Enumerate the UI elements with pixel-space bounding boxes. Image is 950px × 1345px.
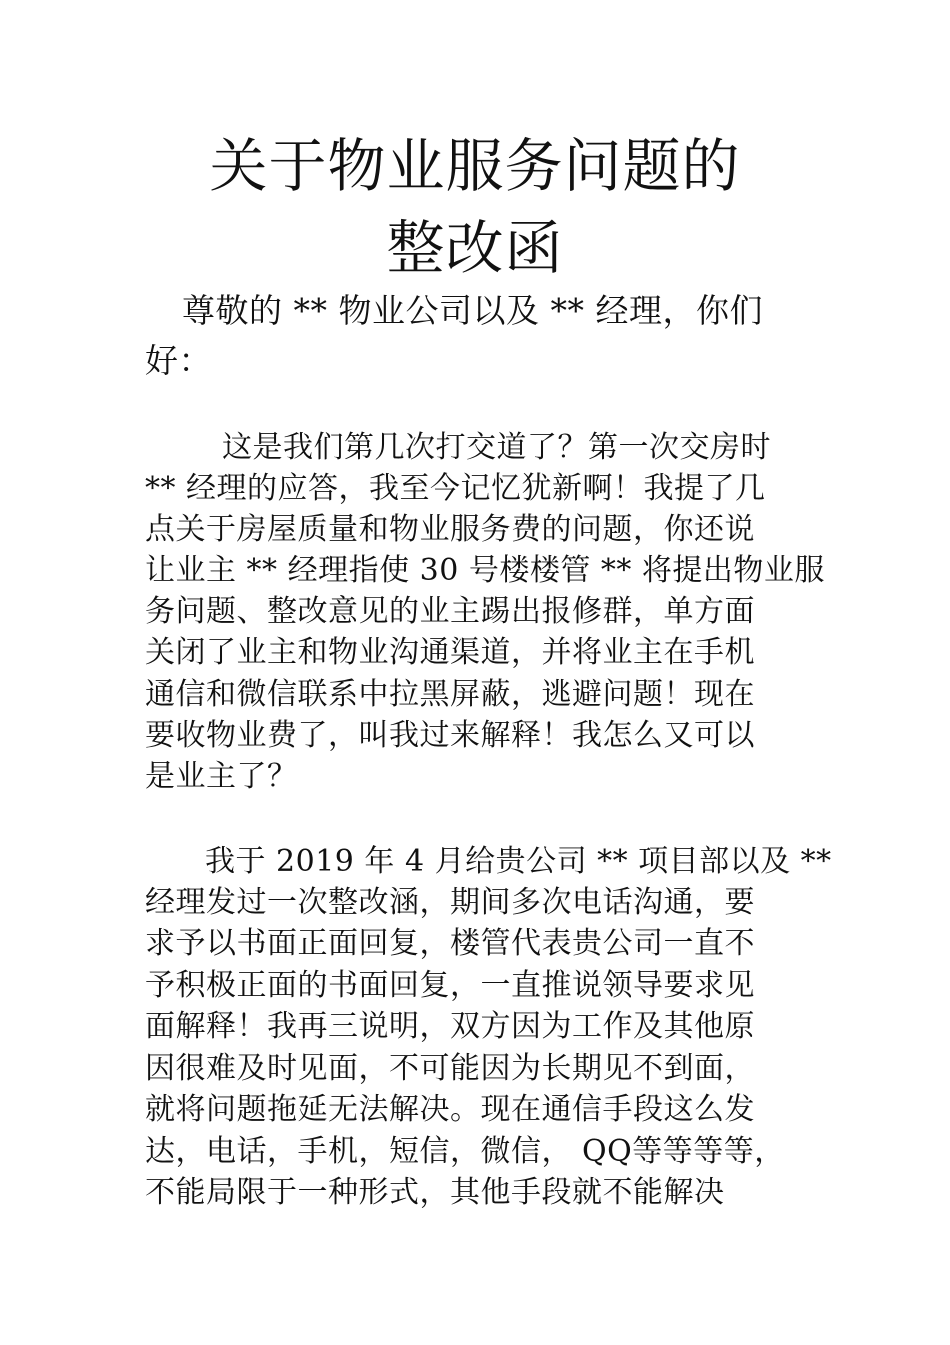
salutation-line-2: 好： bbox=[145, 341, 212, 380]
paragraph-1-line: 要收物业费了，叫我过来解释！我怎么又可以 bbox=[145, 718, 755, 753]
salutation-line-1: 尊敬的 ** 物业公司以及 ** 经理，你们 bbox=[182, 291, 763, 330]
paragraph-2-line: 达，电话，手机，短信，微信， QQ等等等等， bbox=[145, 1134, 785, 1169]
paragraph-2-line: 面解释！我再三说明，双方因为工作及其他原 bbox=[145, 1009, 755, 1044]
paragraph-2-line: 我于 2019 年 4 月给贵公司 ** 项目部以及 ** bbox=[205, 844, 832, 879]
document-title-line-2: 整改函 bbox=[386, 214, 564, 282]
paragraph-2-line: 不能局限于一种形式，其他手段就不能解决 bbox=[145, 1175, 725, 1210]
paragraph-2-line: 求予以书面正面回复，楼管代表贵公司一直不 bbox=[145, 926, 755, 961]
paragraph-1-line: 务问题、整改意见的业主踢出报修群，单方面 bbox=[145, 594, 755, 629]
paragraph-2-line: 予积极正面的书面回复，一直推说领导要求见 bbox=[145, 968, 755, 1003]
paragraph-2-line: 就将问题拖延无法解决。现在通信手段这么发 bbox=[145, 1092, 755, 1127]
paragraph-1-line: 关闭了业主和物业沟通渠道，并将业主在手机 bbox=[145, 635, 755, 670]
paragraph-1-line: 这是我们第几次打交道了？第一次交房时 bbox=[222, 430, 771, 465]
paragraph-1-line: 让业主 ** 经理指使 30 号楼楼管 ** 将提出物业服 bbox=[145, 553, 825, 588]
document-title-line-1: 关于物业服务问题的 bbox=[209, 132, 741, 200]
paragraph-2-line: 经理发过一次整改涵，期间多次电话沟通，要 bbox=[145, 885, 755, 920]
paragraph-1-line: 通信和微信联系中拉黑屏蔽，逃避问题！现在 bbox=[145, 677, 755, 712]
paragraph-1-line: 点关于房屋质量和物业服务费的问题，你还说 bbox=[145, 512, 755, 547]
paragraph-1-line: 是业主了？ bbox=[145, 759, 298, 794]
paragraph-1-line: ** 经理的应答，我至今记忆犹新啊！我提了几 bbox=[145, 471, 766, 506]
paragraph-2-line: 因很难及时见面，不可能因为长期见不到面， bbox=[145, 1051, 755, 1086]
